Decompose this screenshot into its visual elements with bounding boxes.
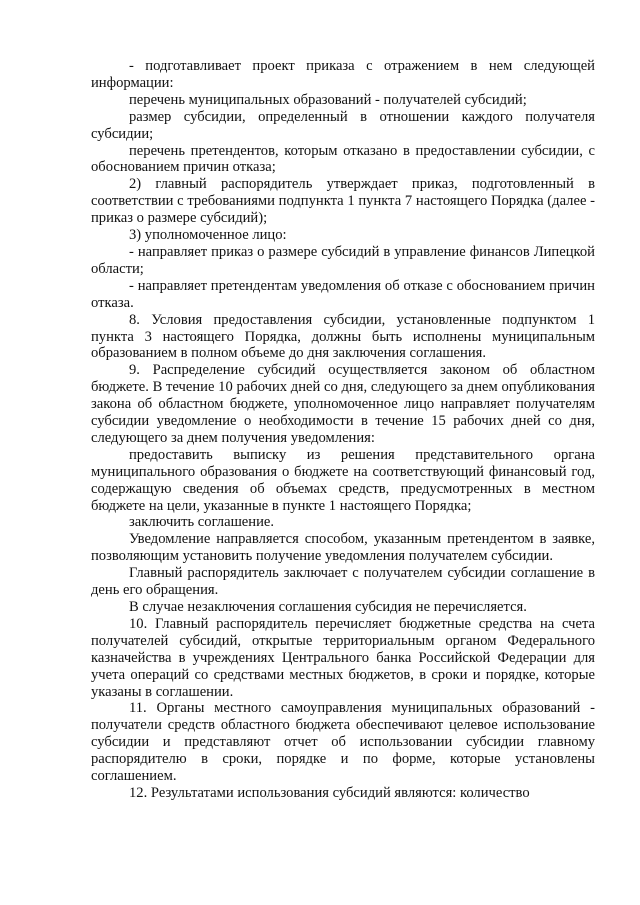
- paragraph: 11. Органы местного самоуправления муниципальных образований - получатели средств областного бюджета обеспечивают целевое использование субсидии и представляют отчет об использовании субсидии главному распорядителю в сроки, порядке и по форме, которые установлены соглашением.: [91, 700, 595, 785]
- paragraph: - направляет претендентам уведомления об отказе с обоснованием причин отказа.: [91, 277, 595, 311]
- paragraph: 10. Главный распорядитель перечисляет бюджетные средства на счета получателей субсидий, открытые территориальным органом Федерального казначейства в учреждениях Центрального банка Российской Федерации для учета операций со средствами местных бюджетов, в сроки и порядке, которые указаны в соглашении.: [91, 615, 595, 700]
- paragraph: перечень муниципальных образований - получателей субсидий;: [129, 91, 527, 108]
- paragraph: 3) уполномоченное лицо:: [129, 227, 287, 244]
- paragraph: заключить соглашение.: [129, 514, 275, 531]
- paragraph: 2) главный распорядитель утверждает приказ, подготовленный в соответствии с требованиями подпункта 1 пункта 7 настоящего Порядка (далее - приказ о размере субсидий);: [91, 176, 595, 227]
- paragraph: - подготавливает проект приказа с отражением в нем следующей информации:: [91, 58, 595, 91]
- paragraph: 12. Результатами использования субсидий являются: количество: [129, 784, 530, 801]
- paragraph: предоставить выписку из решения представительного органа муниципального образования о бюджете на соответствующий финансовый год, содержащую сведения об объемах средств, предусмотренных в местном бюджете на цели, указанные в пункте 1 настоящего Порядка;: [91, 446, 595, 514]
- paragraph: В случае незаключения соглашения субсидия не перечисляется.: [129, 599, 527, 615]
- paragraph: Уведомление направляется способом, указанным претендентом в заявке, позволяющим установить получение уведомления получателем субсидии.: [91, 531, 595, 565]
- paragraph: 8. Условия предоставления субсидии, установленные подпунктом 1 пункта 3 настоящего Порядка, должны быть исполнены муниципальным образованием в полном объеме до дня заключения соглашения.: [91, 311, 595, 362]
- paragraph: размер субсидии, определенный в отношении каждого получателя субсидии;: [91, 108, 595, 142]
- paragraph: Главный распорядитель заключает с получателем субсидии соглашение в день его обращения.: [91, 565, 595, 599]
- paragraph: 9. Распределение субсидий осуществляется законом об областном бюджете. В течение 10 рабочих дней со дня, следующего за днем опубликования закона об областном бюджете, уполномоченное лицо направляет получателям субсидии уведомление о необходимости в течение 15 рабочих дней со дня, следующего за днем получения уведомления:: [91, 362, 595, 446]
- document-page: [91, 58, 595, 802]
- paragraph: - направляет приказ о размере субсидий в управление финансов Липецкой области;: [91, 243, 595, 277]
- paragraph: перечень претендентов, которым отказано в предоставлении субсидии, с обоснованием причин отказа;: [91, 142, 595, 176]
